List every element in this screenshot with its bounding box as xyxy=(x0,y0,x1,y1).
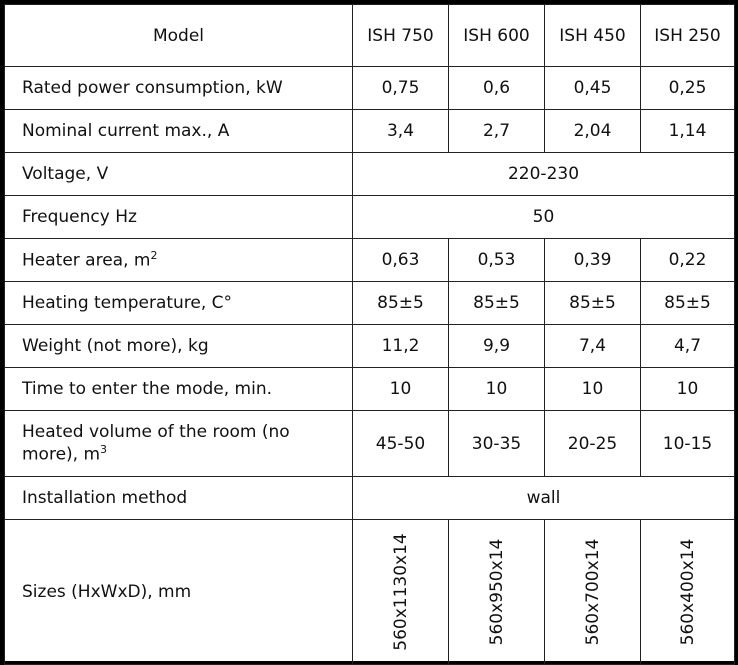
param-text: Heated volume of the room (no more), m xyxy=(22,422,290,465)
value-cell: 10 xyxy=(353,368,449,411)
value-cell: 85±5 xyxy=(449,282,545,325)
value-cell: 0,45 xyxy=(545,67,641,110)
rotated-size-text: 560x1130x14 xyxy=(390,533,411,651)
value-cell: 30-35 xyxy=(449,411,545,477)
param-label xyxy=(5,239,353,282)
spec-table xyxy=(4,4,735,665)
param-label: Nominal current max., A xyxy=(5,110,353,153)
value-cell: 4,7 xyxy=(641,325,735,368)
value-cell xyxy=(449,520,545,665)
param-label xyxy=(5,411,353,477)
value-cell: 0,6 xyxy=(449,67,545,110)
param-label: Frequency Hz xyxy=(5,196,353,239)
value-cell: 85±5 xyxy=(353,282,449,325)
value-cell: 2,7 xyxy=(449,110,545,153)
value-cell: 3,4 xyxy=(353,110,449,153)
merged-value-cell: 220-230 xyxy=(353,153,735,196)
table-row xyxy=(5,153,735,196)
spec-table-frame xyxy=(4,4,734,661)
model-ish750: ISH 750 xyxy=(353,5,449,67)
table-row xyxy=(5,67,735,110)
value-cell: 10 xyxy=(449,368,545,411)
value-cell: 10 xyxy=(545,368,641,411)
table-row xyxy=(5,325,735,368)
value-cell: 9,9 xyxy=(449,325,545,368)
value-cell: 1,14 xyxy=(641,110,735,153)
table-row xyxy=(5,477,735,520)
value-cell: 0,75 xyxy=(353,67,449,110)
table-row xyxy=(5,196,735,239)
value-cell: 85±5 xyxy=(545,282,641,325)
param-label: Rated power consumption, kW xyxy=(5,67,353,110)
table-row xyxy=(5,282,735,325)
value-cell: 85±5 xyxy=(641,282,735,325)
value-cell xyxy=(641,520,735,665)
value-cell: 10-15 xyxy=(641,411,735,477)
model-ish250: ISH 250 xyxy=(641,5,735,67)
merged-value-cell: wall xyxy=(353,477,735,520)
value-cell: 2,04 xyxy=(545,110,641,153)
value-cell: 0,53 xyxy=(449,239,545,282)
value-cell: 0,39 xyxy=(545,239,641,282)
model-ish450: ISH 450 xyxy=(545,5,641,67)
param-label: Weight (not more), kg xyxy=(5,325,353,368)
rotated-size-text: 560x400x14 xyxy=(677,538,698,646)
value-cell: 0,63 xyxy=(353,239,449,282)
value-cell: 20-25 xyxy=(545,411,641,477)
param-label: Sizes (HxWxD), mm xyxy=(5,520,353,665)
table-row xyxy=(5,368,735,411)
model-ish600: ISH 600 xyxy=(449,5,545,67)
table-row xyxy=(5,520,735,665)
param-label: Heating temperature, C° xyxy=(5,282,353,325)
model-header: Model xyxy=(5,5,353,67)
value-cell: 0,22 xyxy=(641,239,735,282)
param-label: Time to enter the mode, min. xyxy=(5,368,353,411)
superscript: 3 xyxy=(100,442,108,456)
table-row xyxy=(5,110,735,153)
value-cell: 10 xyxy=(641,368,735,411)
superscript: 2 xyxy=(150,248,158,262)
table-row xyxy=(5,239,735,282)
table-row xyxy=(5,411,735,477)
value-cell: 7,4 xyxy=(545,325,641,368)
merged-value-cell: 50 xyxy=(353,196,735,239)
rotated-size-text: 560x950x14 xyxy=(486,538,507,646)
value-cell: 0,25 xyxy=(641,67,735,110)
value-cell: 11,2 xyxy=(353,325,449,368)
value-cell xyxy=(545,520,641,665)
rotated-size-text: 560x700x14 xyxy=(582,538,603,646)
param-label: Voltage, V xyxy=(5,153,353,196)
value-cell: 45-50 xyxy=(353,411,449,477)
param-text: Heater area, m xyxy=(22,250,151,271)
header-row xyxy=(5,5,735,67)
value-cell xyxy=(353,520,449,665)
param-label: Installation method xyxy=(5,477,353,520)
